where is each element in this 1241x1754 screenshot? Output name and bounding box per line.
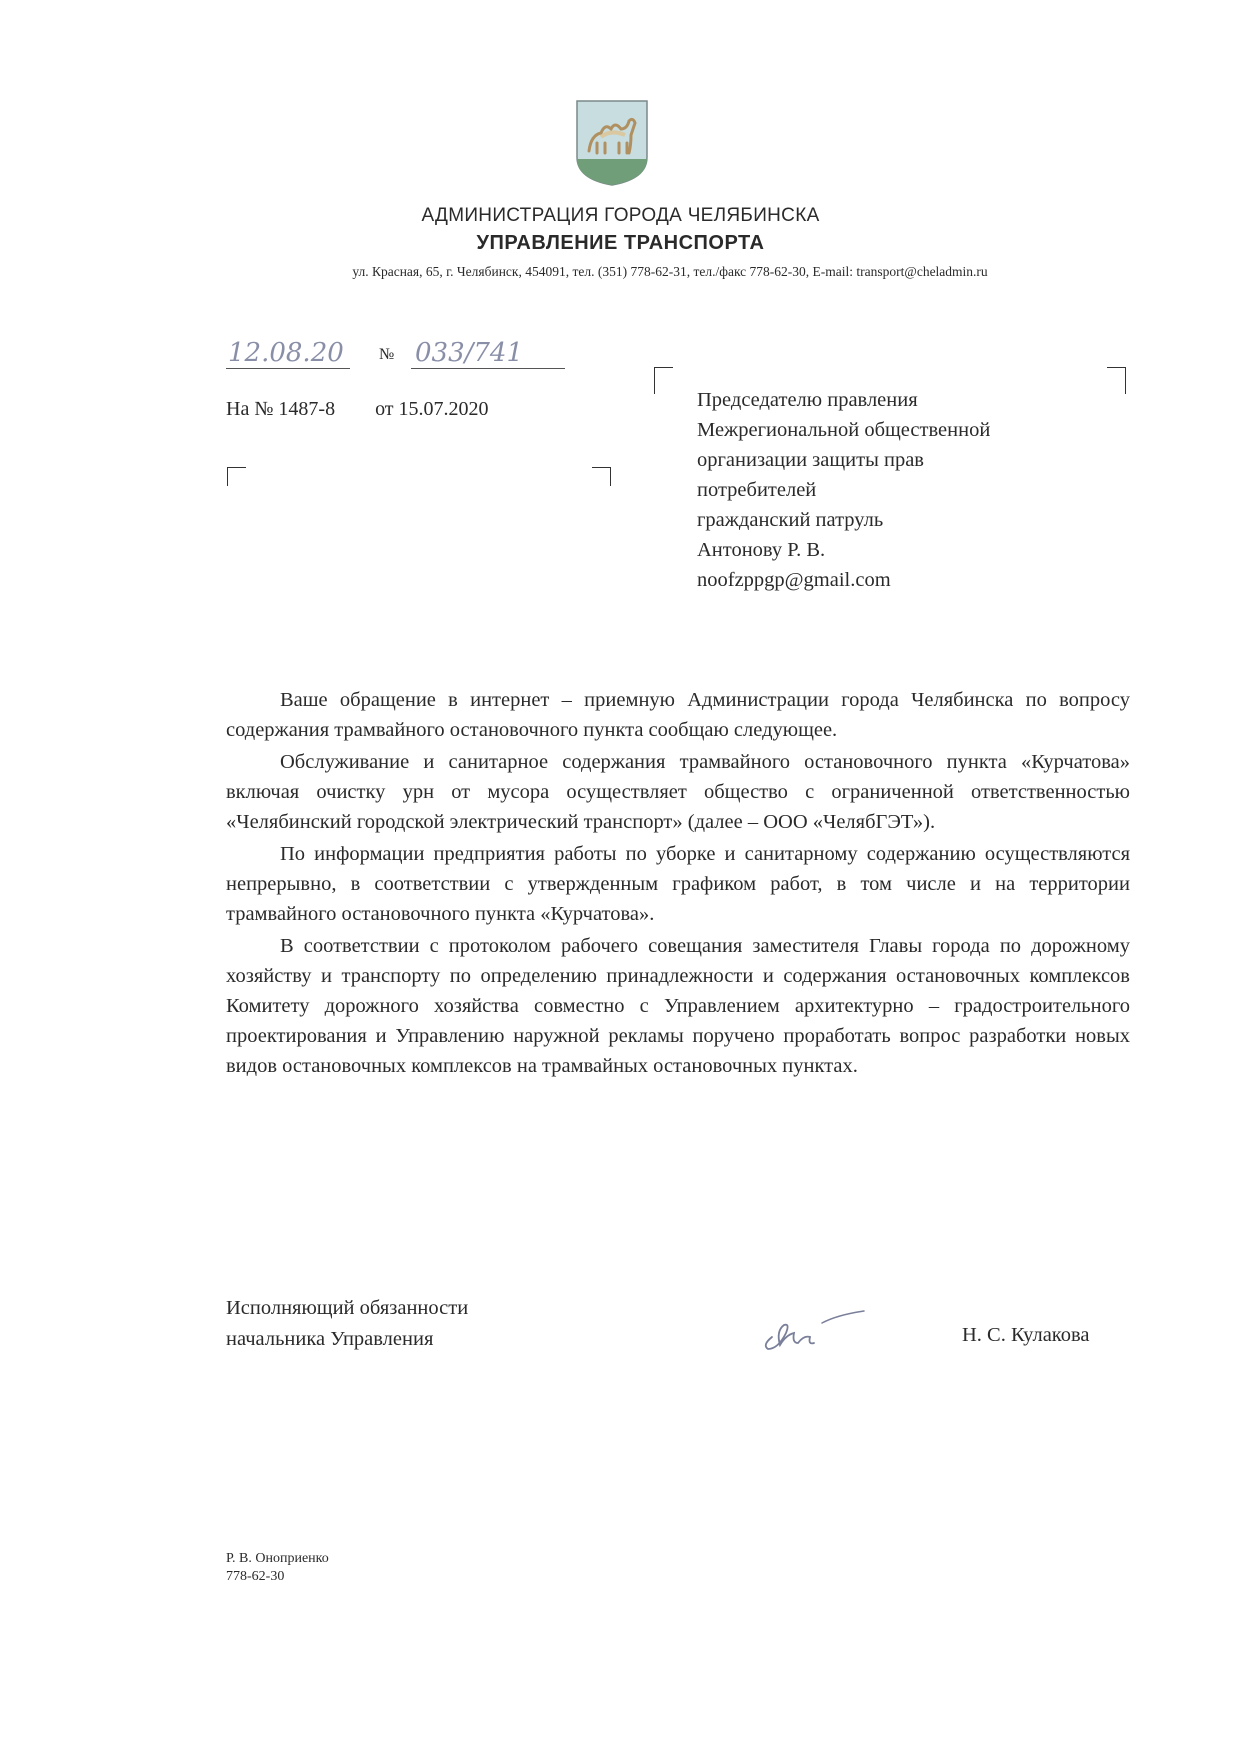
reference-date: от 15.07.2020 [375,398,489,420]
addressee-line: организации защиты прав [697,449,924,471]
letter-body [226,685,1130,1083]
body-paragraph: По информации предприятия работы по уборке и санитарному содержанию осуществляются непрерывно, в соответствии с утвержденным графиком работ, в том числе и на территории трамвайного остановочного пункта «Курчатова». [226,843,1130,925]
body-paragraph: Ваше обращение в интернет – приемную Администрации города Челябинска по вопросу содержания трамвайного остановочного пункта сообщаю следующее. [226,689,1130,741]
contact-details: ул. Красная, 65, г. Челябинск, 454091, тел. (351) 778-62-31, тел./факс 778-62-30, E-mail: transport@cheladmin.ru [352,264,988,279]
addressee-line: Председателю правления [697,389,918,411]
executor-block [226,1550,329,1586]
department-name: УПРАВЛЕНИЕ ТРАНСПОРТА [476,232,765,254]
addressee-line: Межрегиональной общественной [697,419,991,441]
signatory-title [226,1293,468,1355]
body-paragraph: Обслуживание и санитарное содержания трамвайного остановочного пункта «Курчатова» включая очистку урн от мусора осуществляет общество с ограниченной ответственностью «Челябинский городской электрический транспорт» (далее – ООО «ЧелябГЭТ»). [226,751,1130,833]
bracket-corner [654,367,673,394]
registration-line [226,338,566,368]
reference-line [226,398,489,421]
executor-phone: 778-62-30 [226,1569,285,1584]
registration-number-sign: № [379,346,395,363]
addressee-line: потребителей [697,479,817,501]
reference-number: На № 1487-8 [226,398,336,420]
registration-date: 12.08.20 [226,338,350,369]
signatory-title-line: начальника Управления [226,1328,434,1350]
registration-number: 033/741 [411,338,565,369]
bracket-corner [592,467,611,486]
addressee-email: noofzppgp@gmail.com [697,569,891,591]
addressee-line: Антонову Р. В. [697,539,826,561]
bracket-corner [227,467,246,486]
executor-name: Р. В. Оноприенко [226,1551,329,1566]
city-emblem-icon [575,99,649,187]
handwritten-signature-icon [752,1305,872,1355]
body-paragraph: В соответствии с протоколом рабочего совещания заместителя Главы города по дорожному хозяйству и транспорту по определению принадлежности и содержания остановочных комплексов Комитету дорожного хозяйства совместно с Управлением архитектурно – градостроительного проектирования и Управлению наружной рекламы поручено проработать вопрос разработки новых видов остановочных комплексов на трамвайных остановочных пунктах. [226,935,1130,1077]
organization-name: АДМИНИСТРАЦИЯ ГОРОДА ЧЕЛЯБИНСКА [421,205,820,226]
signatory-title-line: Исполняющий обязанности [226,1297,469,1319]
addressee-line: гражданский патруль [697,509,884,531]
signatory-name: Н. С. Кулакова [962,1324,1090,1346]
addressee-block [697,385,1137,595]
